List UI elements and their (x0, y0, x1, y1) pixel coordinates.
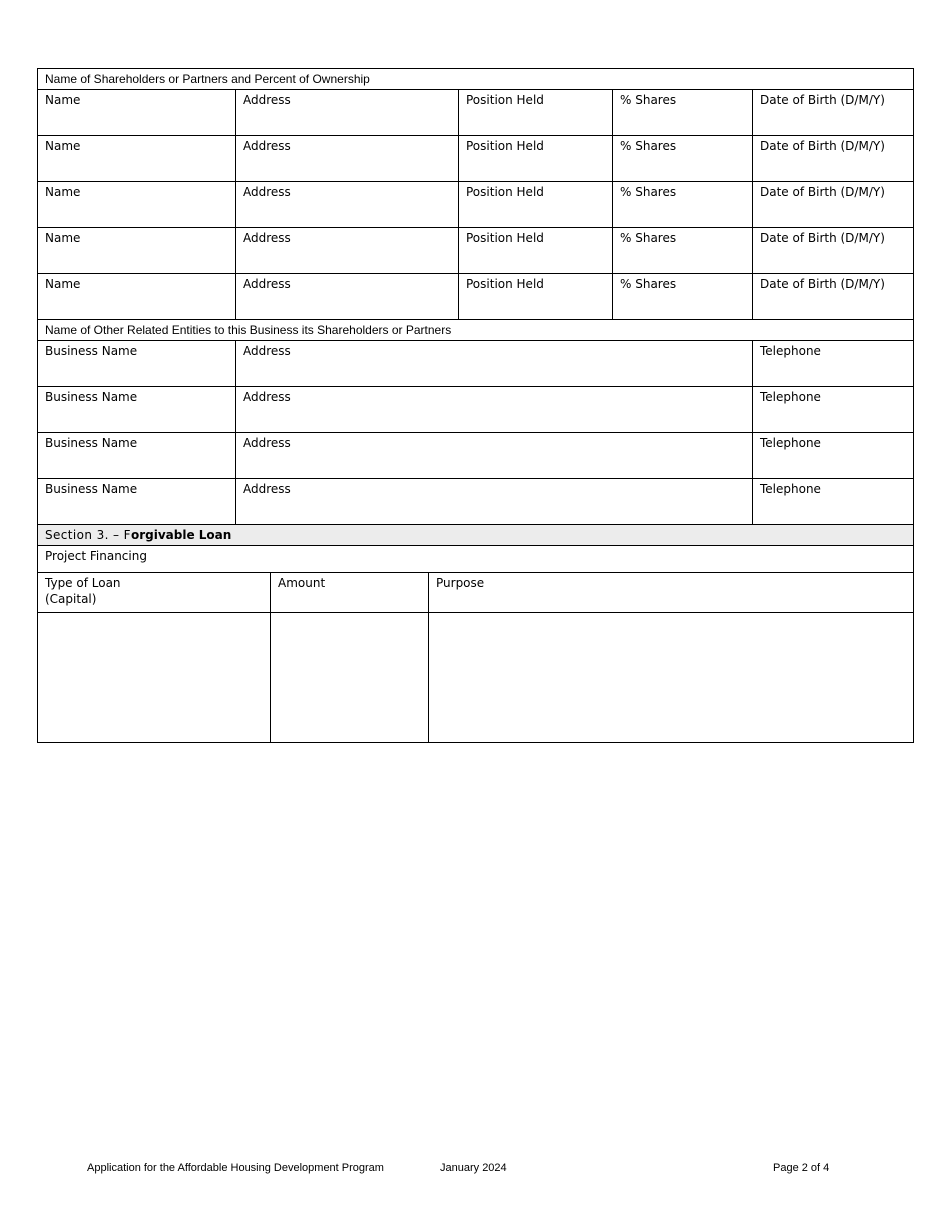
related-entity-row (38, 387, 914, 433)
address-field[interactable]: Address (236, 479, 753, 525)
address-field[interactable]: Address (236, 90, 459, 136)
telephone-field[interactable]: Telephone (753, 479, 914, 525)
position-field[interactable]: Position Held (459, 136, 613, 182)
position-field[interactable]: Position Held (459, 274, 613, 320)
address-field[interactable]: Address (236, 433, 753, 479)
position-field[interactable]: Position Held (459, 182, 613, 228)
shareholder-row (38, 228, 914, 274)
section3-title (38, 525, 914, 546)
purpose-input[interactable] (429, 613, 914, 743)
purpose-header: Purpose (429, 573, 914, 613)
telephone-field[interactable]: Telephone (753, 341, 914, 387)
business-name-field[interactable]: Business Name (38, 387, 236, 433)
shareholders-table (37, 68, 914, 320)
shares-field[interactable]: % Shares (613, 90, 753, 136)
business-name-field[interactable]: Business Name (38, 341, 236, 387)
shareholder-row (38, 274, 914, 320)
address-field[interactable]: Address (236, 136, 459, 182)
related-entities-header: Name of Other Related Entities to this Business its Shareholders or Partners (38, 320, 914, 341)
business-name-field[interactable]: Business Name (38, 433, 236, 479)
address-field[interactable]: Address (236, 182, 459, 228)
section3-prefix: Section 3. – F (45, 528, 131, 542)
telephone-field[interactable]: Telephone (753, 433, 914, 479)
telephone-field[interactable]: Telephone (753, 387, 914, 433)
dob-field[interactable]: Date of Birth (D/M/Y) (753, 274, 914, 320)
shareholder-row (38, 90, 914, 136)
amount-input[interactable] (271, 613, 429, 743)
section3-title-bold: orgivable Loan (130, 528, 232, 542)
type-of-loan-label: Type of Loan (45, 576, 121, 590)
type-of-loan-sub-label: (Capital) (45, 592, 97, 606)
shareholder-row (38, 182, 914, 228)
related-entity-row (38, 433, 914, 479)
footer-title: Application for the Affordable Housing Development Program (87, 1162, 384, 1174)
dob-field[interactable]: Date of Birth (D/M/Y) (753, 136, 914, 182)
position-field[interactable]: Position Held (459, 228, 613, 274)
related-entity-row (38, 479, 914, 525)
dob-field[interactable]: Date of Birth (D/M/Y) (753, 90, 914, 136)
name-field[interactable]: Name (38, 274, 236, 320)
footer-page-number: Page 2 of 4 (773, 1162, 830, 1174)
related-entities-table (37, 319, 914, 525)
business-name-field[interactable]: Business Name (38, 479, 236, 525)
address-field[interactable]: Address (236, 387, 753, 433)
address-field[interactable]: Address (236, 274, 459, 320)
type-of-loan-input[interactable] (38, 613, 271, 743)
name-field[interactable]: Name (38, 136, 236, 182)
shares-field[interactable]: % Shares (613, 274, 753, 320)
shareholder-row (38, 136, 914, 182)
position-field[interactable]: Position Held (459, 90, 613, 136)
name-field[interactable]: Name (38, 228, 236, 274)
type-of-loan-header (38, 573, 271, 613)
dob-field[interactable]: Date of Birth (D/M/Y) (753, 228, 914, 274)
shares-field[interactable]: % Shares (613, 228, 753, 274)
address-field[interactable]: Address (236, 341, 753, 387)
related-entity-row (38, 341, 914, 387)
dob-field[interactable]: Date of Birth (D/M/Y) (753, 182, 914, 228)
name-field[interactable]: Name (38, 90, 236, 136)
amount-header: Amount (271, 573, 429, 613)
name-field[interactable]: Name (38, 182, 236, 228)
application-form (37, 68, 913, 743)
address-field[interactable]: Address (236, 228, 459, 274)
project-financing-label: Project Financing (38, 546, 914, 573)
footer-date: January 2024 (440, 1162, 507, 1174)
section3-table (37, 524, 914, 743)
shareholders-header: Name of Shareholders or Partners and Percent of Ownership (38, 69, 914, 90)
shares-field[interactable]: % Shares (613, 136, 753, 182)
shares-field[interactable]: % Shares (613, 182, 753, 228)
